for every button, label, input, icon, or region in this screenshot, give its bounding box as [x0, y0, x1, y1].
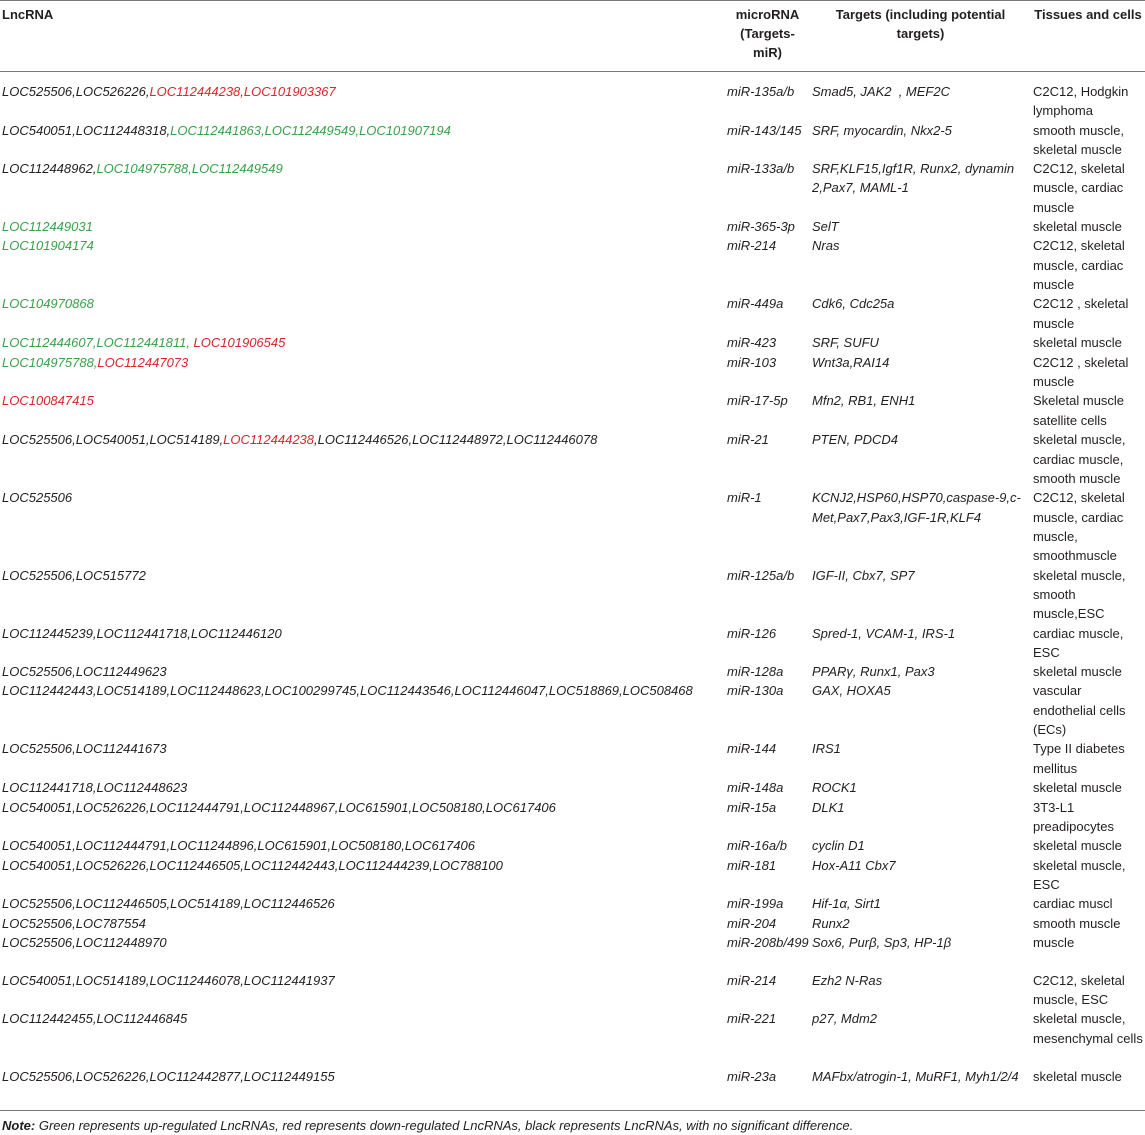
- cell-tissues: Skeletal muscle satellite cells: [1033, 393, 1125, 428]
- cell-tissues: muscle: [1033, 934, 1075, 950]
- cell-lncrna: [0, 778, 725, 797]
- cell-lncrna: [0, 121, 725, 160]
- cell-lncrna: [0, 566, 725, 624]
- cell-lncrna: [0, 72, 725, 121]
- lncrna-segment-down: LOC112444238,LOC101903367: [149, 84, 336, 99]
- table-row: [0, 159, 1145, 217]
- cell-tissues: vascular endothelial cells (ECs): [1033, 683, 1126, 738]
- cell-tissues: C2C12 , skeletal muscle: [1033, 296, 1129, 331]
- cell-targets: Spred-1, VCAM-1, IRS-1: [812, 625, 956, 641]
- lncrna-segment-down: LOC100847415: [2, 393, 94, 409]
- cell-targets: Hox-A11 Cbx7: [812, 857, 896, 873]
- cell-targets: KCNJ2,HSP60,HSP70,caspase-9,c-Met,Pax7,Pax3,IGF-1R,KLF4: [812, 490, 1021, 525]
- cell-tissues: Type II diabetes mellitus: [1033, 741, 1125, 776]
- table-row: [0, 391, 1145, 430]
- lncrna-segment-neutral: LOC540051,LOC526226,LOC112444791,LOC112448967,LOC615901,LOC508180,LOC617406: [2, 799, 556, 815]
- cell-microrna: miR-144: [727, 741, 777, 757]
- cell-tissues: C2C12, skeletal muscle, ESC: [1033, 972, 1125, 1008]
- cell-microrna: miR-204: [727, 915, 777, 931]
- cell-lncrna: [0, 856, 725, 895]
- cell-lncrna: [0, 971, 725, 1010]
- lncrna-segment-neutral: LOC525506,LOC112441673: [2, 741, 167, 757]
- cell-lncrna: [0, 1009, 725, 1067]
- table-row: [0, 566, 1145, 624]
- table-row: [0, 681, 1145, 739]
- lncrna-segment-neutral: LOC112445239,LOC112441718,LOC112446120: [2, 625, 282, 641]
- cell-targets: GAX, HOXA5: [812, 683, 891, 699]
- cell-microrna: miR-199a: [727, 896, 784, 912]
- cell-targets: IGF-II, Cbx7, SP7: [812, 567, 915, 583]
- lncrna-segment-neutral: ,LOC112446526,LOC112448972,LOC112446078: [314, 432, 598, 448]
- cell-lncrna: [0, 488, 725, 565]
- cell-lncrna: [0, 159, 725, 217]
- cell-targets: SRF, SUFU: [812, 335, 879, 351]
- cell-microrna: miR-103: [727, 354, 777, 370]
- cell-tissues: C2C12 , skeletal muscle: [1033, 354, 1129, 390]
- table-header: [0, 1, 1145, 72]
- lncrna-segment-down: LOC112444238: [223, 432, 315, 448]
- cell-lncrna: [0, 894, 725, 913]
- lncrna-segment-up: LOC112444607,LOC112441811,: [2, 335, 190, 351]
- lncrna-segment-neutral: LOC525506,LOC526226,LOC112442877,LOC112449155: [2, 1069, 335, 1085]
- cell-microrna: miR-143/145: [727, 122, 802, 138]
- cell-microrna: miR-16a/b: [727, 838, 787, 854]
- cell-lncrna: [0, 681, 725, 739]
- lncrna-segment-neutral: LOC525506,LOC540051,LOC514189,: [2, 432, 224, 448]
- lncrna-segment-neutral: LOC112441718,LOC112448623: [2, 780, 188, 796]
- table-row: [0, 1009, 1145, 1067]
- lncrna-segment-neutral: LOC525506,LOC112449623: [2, 664, 167, 680]
- lncrna-segment-up: LOC104975788,LOC112449549: [96, 161, 283, 177]
- lncrna-segment-neutral: LOC540051,LOC526226,LOC112446505,LOC112442443,LOC112444239,LOC788100: [2, 857, 503, 873]
- lncrna-segment-up: LOC112449031: [2, 219, 93, 235]
- lncrna-segment-up: LOC104975788,: [2, 354, 98, 370]
- cell-microrna: miR-208b/499: [727, 934, 809, 950]
- cell-tissues: skeletal muscle, ESC: [1033, 857, 1126, 892]
- table-row: [0, 798, 1145, 837]
- cell-tissues: skeletal muscle: [1033, 219, 1122, 235]
- cell-targets: Sox6, Purβ, Sp3, HP-1β: [812, 934, 952, 950]
- cell-tissues: skeletal muscle, mesenchymal cells: [1033, 1011, 1143, 1046]
- cell-targets: PPARγ, Runx1, Pax3: [812, 664, 935, 680]
- cell-targets: Mfn2, RB1, ENH1: [812, 393, 916, 409]
- lncrna-segment-neutral: LOC540051,LOC112444791,LOC11244896,LOC615901,LOC508180,LOC617406: [2, 838, 475, 854]
- header-targets: Targets (including potential targets): [810, 1, 1031, 72]
- table-row: [0, 294, 1145, 333]
- cell-tissues: skeletal muscle, smooth muscle,ESC: [1033, 567, 1126, 622]
- table-row: [0, 836, 1145, 855]
- cell-tissues: C2C12, skeletal muscle, cardiac muscle: [1033, 238, 1125, 293]
- cell-microrna: miR-449a: [727, 296, 784, 312]
- cell-microrna: miR-365-3p: [727, 219, 795, 235]
- cell-lncrna: [0, 914, 725, 933]
- cell-microrna: miR-21: [727, 432, 769, 448]
- lncrna-segment-neutral: LOC112442455,LOC112446845: [2, 1011, 188, 1027]
- lncrna-segment-neutral: LOC525506,LOC526226,: [2, 84, 150, 99]
- cell-microrna: miR-423: [727, 335, 777, 351]
- cell-targets: Smad5, JAK2 , MEF2C: [812, 84, 950, 99]
- cell-tissues: smooth muscle: [1033, 915, 1121, 931]
- table-row: [0, 217, 1145, 236]
- table-row: [0, 488, 1145, 565]
- cell-lncrna: [0, 391, 725, 430]
- lncrna-segment-neutral: LOC525506: [2, 490, 73, 506]
- cell-lncrna: [0, 353, 725, 392]
- header-row: [0, 1, 1145, 72]
- table-row: [0, 430, 1145, 488]
- cell-tissues: skeletal muscle: [1033, 780, 1122, 796]
- cell-targets: Hif-1α, Sirt1: [812, 896, 881, 912]
- cell-tissues: skeletal muscle: [1033, 838, 1122, 854]
- cell-targets: MAFbx/atrogin-1, MuRF1, Myh1/2/4: [812, 1069, 1019, 1085]
- cell-microrna: miR-17-5p: [727, 393, 788, 409]
- header-tissues: Tissues and cells: [1031, 1, 1145, 72]
- cell-lncrna: [0, 430, 725, 488]
- cell-tissues: skeletal muscle, cardiac muscle, smooth muscle: [1033, 432, 1126, 486]
- cell-tissues: skeletal muscle: [1033, 664, 1122, 680]
- lncrna-segment-down: LOC101906545: [189, 335, 286, 351]
- table-row: [0, 1067, 1145, 1106]
- cell-tissues: skeletal muscle: [1033, 335, 1122, 351]
- cell-tissues: cardiac muscle, ESC: [1033, 625, 1124, 660]
- lncrna-segment-up: LOC112441863,LOC112449549,LOC101907194: [170, 122, 451, 138]
- cell-lncrna: [0, 1067, 725, 1106]
- cell-targets: Wnt3a,RAI14: [812, 354, 890, 370]
- cell-tissues: 3T3-L1 preadipocytes: [1033, 799, 1114, 835]
- table-row: [0, 971, 1145, 1010]
- cell-microrna: miR-125a/b: [727, 567, 795, 583]
- lncrna-segment-neutral: LOC112448962,: [2, 161, 97, 177]
- cell-lncrna: [0, 662, 725, 681]
- cell-lncrna: [0, 798, 725, 837]
- table-row: [0, 778, 1145, 797]
- cell-microrna: miR-135a/b: [727, 84, 795, 99]
- cell-lncrna: [0, 624, 725, 663]
- cell-microrna: miR-1: [727, 490, 762, 506]
- lncrna-segment-up: LOC101904174: [2, 238, 94, 254]
- table-row: [0, 236, 1145, 294]
- cell-lncrna: [0, 333, 725, 352]
- lncrna-segment-neutral: LOC540051,LOC514189,LOC112446078,LOC112441937: [2, 972, 335, 988]
- cell-targets: SRF, myocardin, Nkx2-5: [812, 122, 952, 138]
- cell-targets: PTEN, PDCD4: [812, 432, 898, 448]
- lncrna-segment-neutral: LOC525506,LOC515772: [2, 567, 146, 583]
- cell-lncrna: [0, 739, 725, 778]
- table-row: [0, 933, 1145, 971]
- lncrna-segment-neutral: LOC525506,LOC787554: [2, 915, 146, 931]
- cell-tissues: C2C12, skeletal muscle, cardiac muscle: [1033, 161, 1125, 215]
- table-row: [0, 624, 1145, 663]
- lncrna-segment-neutral: LOC112442443,LOC514189,LOC112448623,LOC100299745,LOC112443546,LOC112446047,LOC518869,LOC508468: [2, 683, 693, 699]
- table-row: [0, 353, 1145, 392]
- lncrna-segment-down: LOC112447073: [97, 354, 189, 370]
- cell-microrna: miR-214: [727, 972, 777, 988]
- table-row: [0, 894, 1145, 913]
- cell-lncrna: [0, 933, 725, 971]
- table-note: [2, 1116, 1143, 1135]
- cell-tissues: smooth muscle, skeletal muscle: [1033, 122, 1125, 157]
- table-row: [0, 121, 1145, 160]
- table-row: [0, 856, 1145, 895]
- header-lncrna: LncRNA: [0, 1, 725, 72]
- header-microrna: microRNA (Targets-miR): [725, 1, 810, 72]
- note-text: Green represents up-regulated LncRNAs, red represents down-regulated LncRNAs, black represents LncRNAs, with no significant difference.: [35, 1118, 854, 1133]
- lncrna-segment-neutral: LOC525506,LOC112448970: [2, 934, 167, 950]
- cell-tissues: C2C12, Hodgkin lymphoma: [1033, 84, 1129, 119]
- cell-microrna: miR-126: [727, 625, 777, 641]
- table-row: [0, 739, 1145, 778]
- cell-lncrna: [0, 294, 725, 333]
- cell-lncrna: [0, 836, 725, 855]
- cell-microrna: miR-181: [727, 857, 777, 873]
- cell-targets: Cdk6, Cdc25a: [812, 296, 895, 312]
- table-row: [0, 72, 1145, 121]
- lncrna-segment-neutral: LOC540051,LOC112448318,: [2, 122, 171, 138]
- cell-microrna: miR-214: [727, 238, 777, 254]
- table-row: [0, 914, 1145, 933]
- cell-lncrna: [0, 236, 725, 294]
- cell-targets: Runx2: [812, 915, 850, 931]
- cell-targets: SRF,KLF15,Igf1R, Runx2, dynamin 2,Pax7, MAML-1: [812, 161, 1015, 196]
- note-divider: [0, 1110, 1145, 1111]
- cell-tissues: C2C12, skeletal muscle, cardiac muscle, smoothmuscle: [1033, 490, 1125, 564]
- cell-microrna: miR-221: [727, 1011, 777, 1027]
- cell-targets: SelT: [812, 219, 839, 235]
- cell-targets: IRS1: [812, 741, 841, 757]
- cell-targets: DLK1: [812, 799, 845, 815]
- cell-targets: Nras: [812, 238, 840, 254]
- cell-targets: p27, Mdm2: [812, 1011, 878, 1027]
- cell-microrna: miR-15a: [727, 799, 777, 815]
- note-label: Note:: [2, 1118, 36, 1133]
- cell-microrna: miR-23a: [727, 1069, 777, 1085]
- table-row: [0, 662, 1145, 681]
- cell-microrna: miR-148a: [727, 780, 784, 796]
- table-row: [0, 333, 1145, 352]
- cell-tissues: cardiac muscl: [1033, 896, 1113, 912]
- lncrna-segment-neutral: LOC525506,LOC112446505,LOC514189,LOC112446526: [2, 896, 335, 912]
- cell-targets: Ezh2 N-Ras: [812, 972, 883, 988]
- cell-tissues: skeletal muscle: [1033, 1069, 1122, 1085]
- cell-microrna: miR-130a: [727, 683, 784, 699]
- cell-microrna: miR-133a/b: [727, 161, 795, 177]
- lncrna-segment-up: LOC104970868: [2, 296, 94, 312]
- cell-microrna: miR-128a: [727, 664, 784, 680]
- cell-lncrna: [0, 217, 725, 236]
- table-body: [0, 72, 1145, 1107]
- cell-targets: cyclin D1: [812, 838, 865, 854]
- cell-targets: ROCK1: [812, 780, 857, 796]
